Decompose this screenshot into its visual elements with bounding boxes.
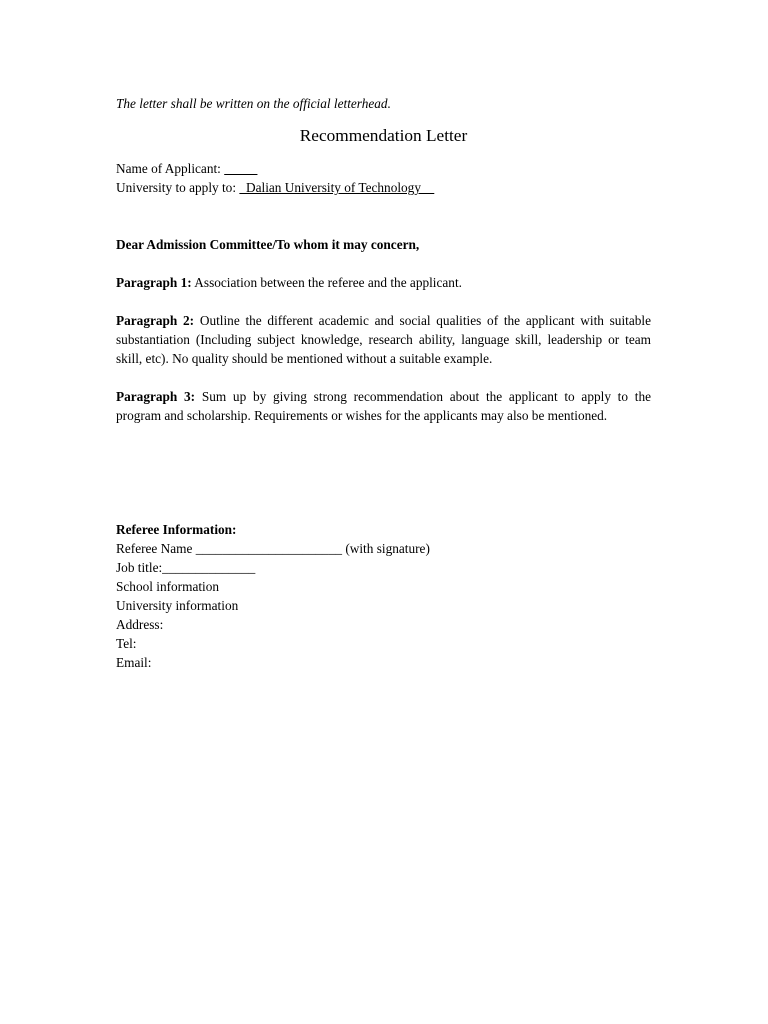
salutation: Dear Admission Committee/To whom it may concern, — [116, 237, 420, 252]
university-line — [116, 178, 651, 197]
paragraph-2-label: Paragraph 2: — [116, 313, 195, 328]
paragraph-3-text: Sum up by giving strong recommendation about the applicant to apply to the program and scholarship. Requirements or wishes for the applicants may also be mentioned. — [116, 389, 651, 423]
referee-job-title: Job title:______________ — [116, 560, 256, 575]
university-label: University to apply to: — [116, 180, 240, 195]
applicant-name-line — [116, 159, 651, 178]
paragraph-1-text: Association between the referee and the applicant. — [191, 275, 462, 290]
referee-name-line: Referee Name ______________________ (with signature) — [116, 541, 430, 556]
applicant-fields — [116, 159, 651, 197]
referee-tel: Tel: — [116, 636, 137, 651]
page-title: Recommendation Letter — [299, 126, 468, 145]
paragraph-2 — [116, 311, 651, 368]
referee-school: School information — [116, 579, 220, 594]
referee-email: Email: — [116, 655, 152, 670]
paragraph-1-label: Paragraph 1: — [116, 275, 192, 290]
paragraph-1 — [116, 273, 651, 292]
applicant-name-blank — [224, 161, 257, 176]
letterhead-note: The letter shall be written on the official letterhead. — [116, 96, 391, 111]
letter-page — [116, 94, 651, 672]
applicant-name-label: Name of Applicant: — [116, 161, 225, 176]
university-value: Dalian University of Technology — [239, 180, 435, 195]
referee-heading: Referee Information: — [116, 522, 237, 537]
paragraph-3-label: Paragraph 3: — [116, 389, 196, 404]
paragraph-3 — [116, 387, 651, 425]
paragraph-2-text: Outline the different academic and social qualities of the applicant with suitable substantiation (Including subject knowledge, research ability, language skill, leadership or team skill, etc). No quality should be mentioned without a suitable example. — [116, 313, 651, 366]
referee-address: Address: — [116, 617, 164, 632]
referee-section — [116, 520, 651, 672]
referee-university: University information — [116, 598, 239, 613]
